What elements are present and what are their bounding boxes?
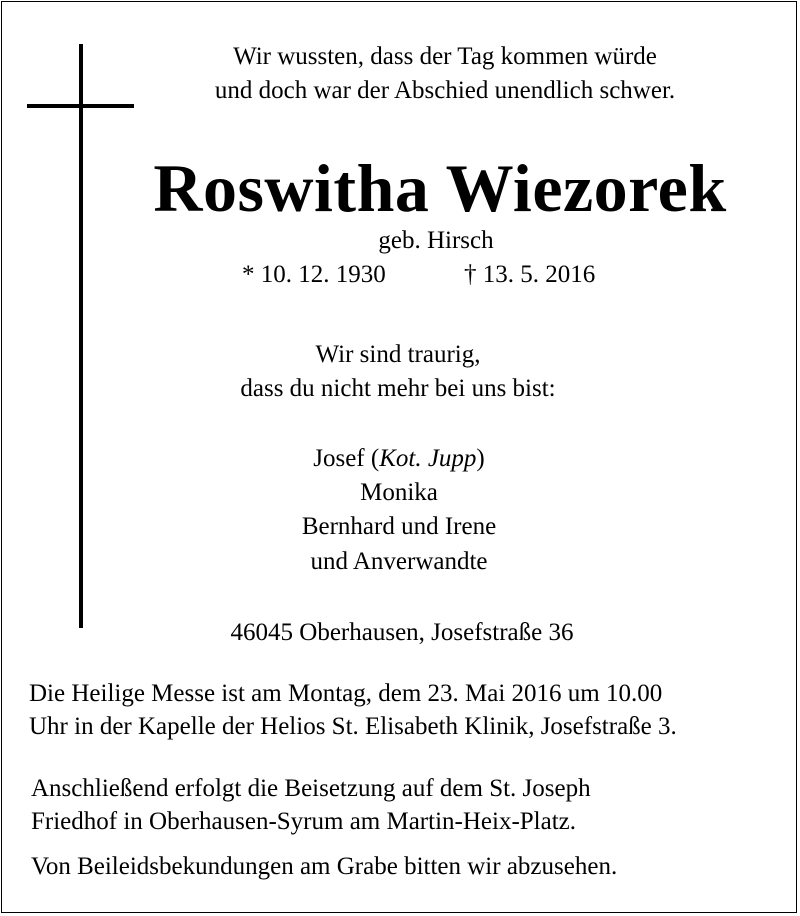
address: 46045 Oberhausen, Josefstraße 36 xyxy=(230,619,574,646)
motto-line-1: Wir wussten, dass der Tag kommen würde xyxy=(233,43,657,70)
mourner-josef xyxy=(313,444,485,474)
mourning-line-2: dass du nicht mehr bei uns bist: xyxy=(240,375,556,402)
maiden-name: geb. Hirsch xyxy=(378,227,494,254)
cross-horizontal-bar xyxy=(27,104,134,108)
mass-line-2: Uhr in der Kapelle der Helios St. Elisabeth Klinik, Josefstraße 3. xyxy=(29,713,677,740)
burial-line-1: Anschließend erfolgt die Beisetzung auf dem St. Joseph xyxy=(31,775,591,802)
cross-vertical-bar xyxy=(79,44,83,628)
burial-line-2: Friedhof in Oberhausen-Syrum am Martin-Heix-Platz. xyxy=(31,808,577,835)
condolences-note: Von Beileidsbekundungen am Grabe bitten wir abzusehen. xyxy=(31,853,618,880)
mourner-relatives: und Anverwandte xyxy=(310,548,488,575)
deceased-name: Roswitha Wiezorek xyxy=(153,150,727,226)
death-date: † 13. 5. 2016 xyxy=(464,261,596,288)
motto-line-2: und doch war der Abschied unendlich schwer. xyxy=(214,77,676,104)
mourner-josef-nickname: Kot. Jupp xyxy=(379,445,477,472)
mourner-josef-close: ) xyxy=(476,445,485,472)
mourning-line-1: Wir sind traurig, xyxy=(315,341,481,368)
mourner-monika: Monika xyxy=(360,479,438,506)
mourner-josef-name: Josef ( xyxy=(313,445,380,472)
mourner-bernhard: Bernhard und Irene xyxy=(301,513,497,540)
mass-line-1: Die Heilige Messe ist am Montag, dem 23. Mai 2016 um 10.00 xyxy=(29,680,663,707)
birth-date: * 10. 12. 1930 xyxy=(242,261,386,288)
